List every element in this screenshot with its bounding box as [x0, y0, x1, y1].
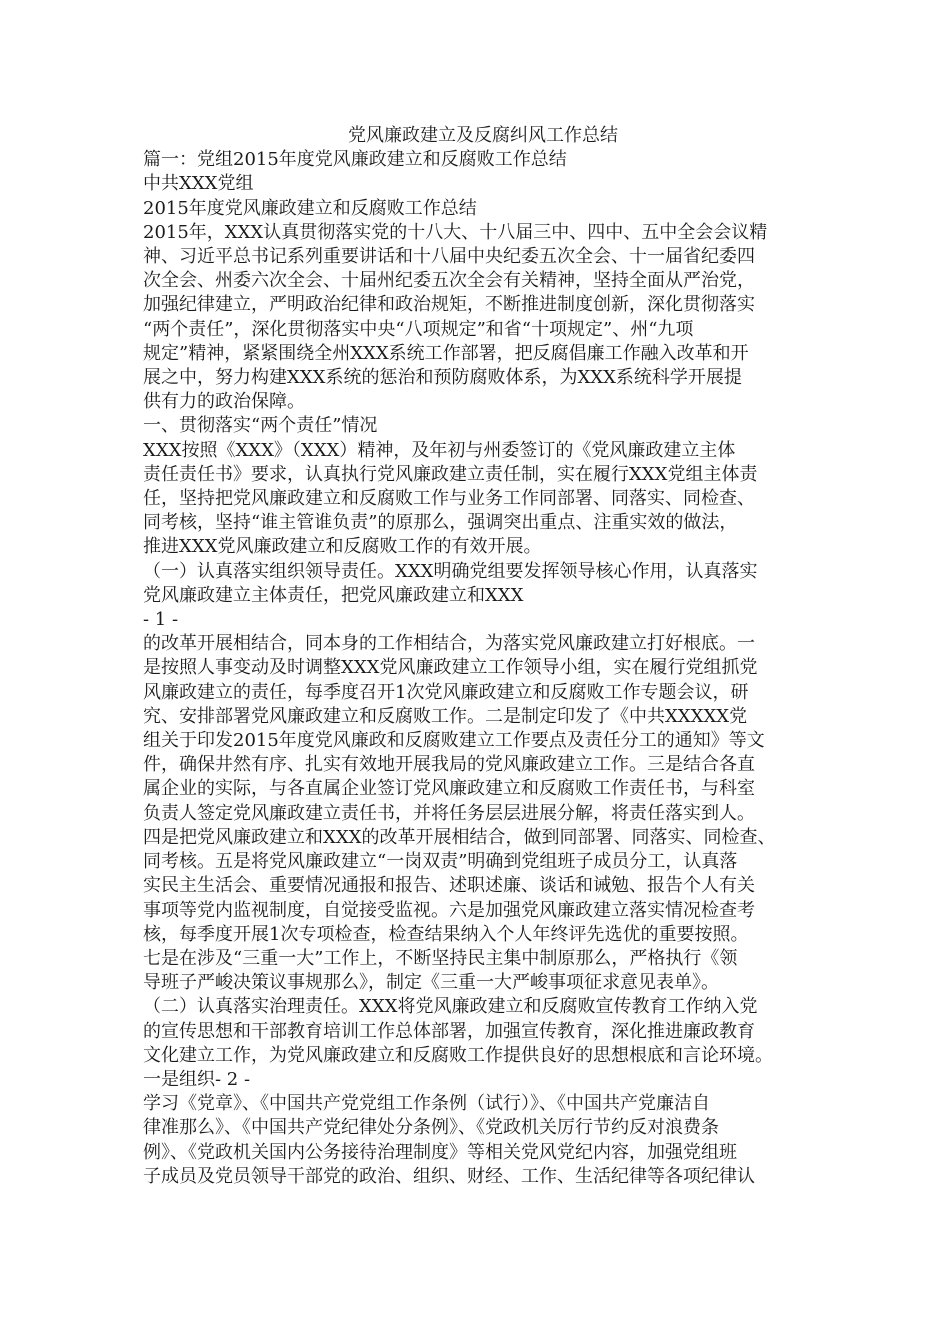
document-line: 例》、《党政机关国内公务接待治理制度》等相关党风党纪内容，加强党组班 [143, 1141, 737, 1163]
document-line: 中共XXX党组 [143, 173, 254, 195]
document-line: 规定”精神，紧紧围绕全州XXX系统工作部署，把反腐倡廉工作融入改革和开 [143, 342, 749, 364]
document-line: 实民主生活会、重要情况通报和报告、述职述廉、谈话和诫勉、报告个人有关 [143, 875, 755, 897]
document-line: （一）认真落实组织领导责任。XXX明确党组要发挥领导核心作用，认真落实 [143, 560, 758, 582]
document-line: 子成员及党员领导干部党的政治、组织、财经、工作、生活纪律等各项纪律认 [143, 1165, 755, 1187]
document-line: 究、安排部署党风廉政建立和反腐败工作。二是制定印发了《中共XXXXX党 [143, 705, 748, 727]
document-lines [143, 148, 823, 1189]
document-line: 供有力的政治保障。 [143, 391, 305, 413]
document-line: 四是把党风廉政建立和XXX的改革开展相结合，做到同部署、同落实、同检查、 [143, 826, 776, 848]
document-line: 一是组织- 2 - [143, 1068, 251, 1090]
document-line: 2015年，XXX认真贯彻落实党的十八大、十八届三中、四中、五中全会会议精 [143, 221, 768, 243]
document-line: 导班子严峻决策议事规那么》，制定《三重一大严峻事项征求意见表单》。 [143, 972, 719, 994]
document-line: 一、贯彻落实“两个责任”情况 [143, 415, 378, 437]
document-title: 党风廉政建立及反腐纠风工作总结 [348, 125, 618, 146]
document-line: 推进XXX党风廉政建立和反腐败工作的有效开展。 [143, 536, 542, 558]
document-line: XXX按照《XXX》（XXX）精神，及年初与州委签订的《党风廉政建立主体 [143, 439, 736, 461]
document-line: 任，坚持把党风廉政建立和反腐败工作与业务工作同部署、同落实、同检查、 [143, 488, 755, 510]
document-line: 学习《党章》、《中国共产党党组工作条例（试行）》、《中国共产党廉洁自 [143, 1093, 710, 1115]
document-line: 党风廉政建立主体责任，把党风廉政建立和XXX [143, 584, 524, 606]
document-line: 2015年度党风廉政建立和反腐败工作总结 [143, 197, 477, 219]
document-line: 篇一：党组2015年度党风廉政建立和反腐败工作总结 [143, 149, 567, 171]
document-line: 展之中，努力构建XXX系统的惩治和预防腐败体系，为XXX系统科学开展提 [143, 367, 742, 389]
document-body [143, 124, 823, 1189]
document-line: 件，确保井然有序、扎实有效地开展我局的党风廉政建立工作。三是结合各直 [143, 754, 755, 776]
document-line: - 1 - [143, 609, 179, 631]
document-line: 加强纪律建立，严明政治纪律和政治规矩，不断推进制度创新，深化贯彻落实 [143, 294, 755, 316]
document-line: 责任责任书》要求，认真执行党风廉政建立责任制，实在履行XXX党组主体责 [143, 463, 758, 485]
document-line: 同考核，坚持“谁主管谁负责”的原那么，强调突出重点、注重实效的做法， [143, 512, 738, 534]
document-line: 核，每季度开展1次专项检查，检查结果纳入个人年终评先选优的重要按照。 [143, 923, 749, 945]
document-line: “两个责任”，深化贯彻落实中央“八项规定”和省“十项规定”、州“九项 [143, 318, 694, 340]
document-line: 次全会、州委六次全会、十届州纪委五次全会有关精神，坚持全面从严治党， [143, 270, 755, 292]
document-line: 神、习近平总书记系列重要讲话和十八届中央纪委五次全会、十一届省纪委四 [143, 246, 755, 268]
document-line: 律准那么》、《中国共产党纪律处分条例》、《党政机关厉行节约反对浪费条 [143, 1117, 719, 1139]
document-line: 的改革开展相结合，同本身的工作相结合，为落实党风廉政建立打好根底。一 [143, 633, 755, 655]
document-line: 风廉政建立的责任，每季度召开1次党风廉政建立和反腐败工作专题会议，研 [143, 681, 749, 703]
document-line: 文化建立工作，为党风廉政建立和反腐败工作提供良好的思想根底和言论环境。 [143, 1044, 773, 1066]
document-line: 同考核。五是将党风廉政建立“一岗双责”明确到党组班子成员分工，认真落 [143, 851, 738, 873]
document-line: 事项等党内监视制度，自觉接受监视。六是加强党风廉政建立落实情况检查考 [143, 899, 755, 921]
document-line: （二）认真落实治理责任。XXX将党风廉政建立和反腐败宣传教育工作纳入党 [143, 996, 758, 1018]
document-line: 组关于印发2015年度党风廉政和反腐败建立工作要点及责任分工的通知》等文 [143, 730, 765, 752]
document-line: 是按照人事变动及时调整XXX党风廉政建立工作领导小组，实在履行党组抓党 [143, 657, 758, 679]
document-line: 的宣传思想和干部教育培训工作总体部署，加强宣传教育，深化推进廉政教育 [143, 1020, 755, 1042]
document-line: 七是在涉及“三重一大”工作上，不断坚持民主集中制原那么，严格执行《领 [143, 947, 738, 969]
document-line: 负责人签定党风廉政建立责任书，并将任务层层进展分解，将责任落实到人。 [143, 802, 755, 824]
document-line: 属企业的实际，与各直属企业签订党风廉政建立和反腐败工作责任书，与科室 [143, 778, 755, 800]
